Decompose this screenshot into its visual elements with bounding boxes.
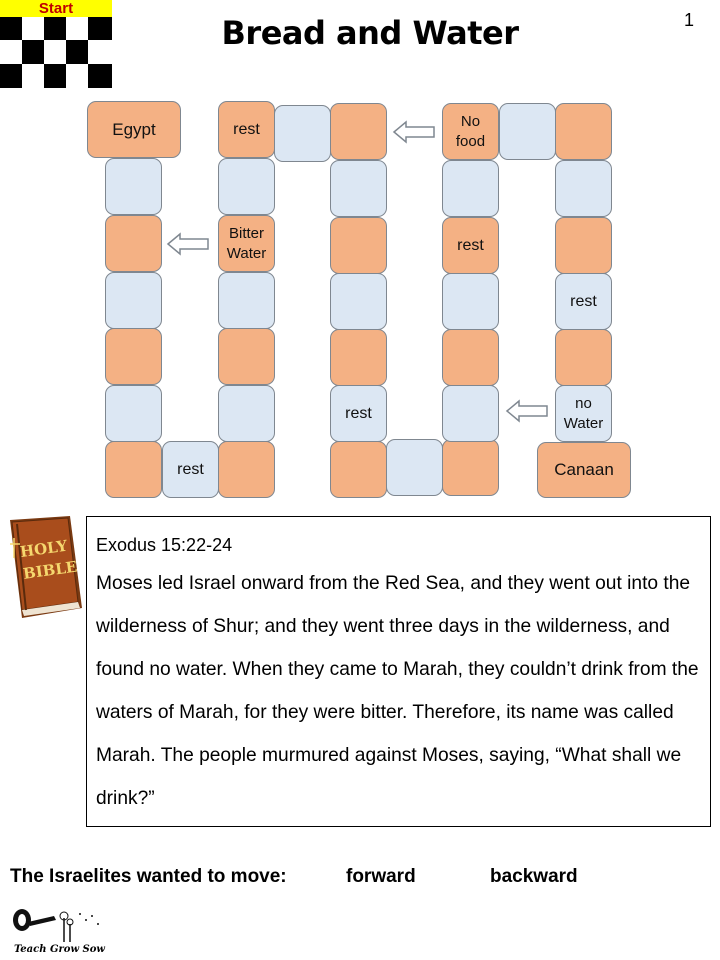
bible-book-icon xyxy=(4,514,84,622)
board-tile xyxy=(330,273,387,330)
scripture-box xyxy=(86,516,711,827)
left-arrow-icon xyxy=(392,120,436,144)
board-tile xyxy=(105,441,162,498)
board-tile xyxy=(218,272,275,329)
board-tile-no-water xyxy=(555,385,612,442)
tile-label: rest xyxy=(233,120,260,138)
board-tile-egypt xyxy=(87,101,181,158)
board-tile xyxy=(442,385,499,442)
board-tile xyxy=(442,329,499,386)
board-tile xyxy=(218,385,275,442)
board-tile-rest xyxy=(442,217,499,274)
board-tile-rest xyxy=(162,441,219,498)
board-tile xyxy=(442,160,499,217)
tile-label: Bitter Water xyxy=(226,224,267,262)
answer-option-forward[interactable]: forward xyxy=(346,866,416,887)
board-tile xyxy=(105,158,162,215)
board-tile xyxy=(442,273,499,330)
board-tile xyxy=(218,328,275,385)
left-arrow-icon xyxy=(505,399,549,423)
tile-label: rest xyxy=(177,460,204,478)
verse-reference: Exodus 15:22-24 xyxy=(96,535,233,555)
board-tile xyxy=(330,160,387,217)
board-tile xyxy=(105,385,162,442)
tile-label: No food xyxy=(455,112,486,150)
tile-label: Egypt xyxy=(112,119,156,139)
board-tile xyxy=(274,105,331,162)
tile-label: rest xyxy=(457,236,484,254)
verse-text: Moses led Israel onward from the Red Sea, and they went out into the wilderness of Shur; and they went three days in the wilderness, and found no water. When they came to Marah, they couldn’t drink from the waters of Marah, for they were bitter. Therefore, its name was called Marah. The people murmured against Moses, saying, “What shall we drink?” xyxy=(96,573,699,809)
board-tile-no-food xyxy=(442,103,499,160)
board-tile-rest xyxy=(218,101,275,158)
tile-label: no Water xyxy=(563,394,604,432)
page-number: 1 xyxy=(684,10,695,30)
tile-label: rest xyxy=(570,292,597,310)
bible-cover-text: BIBLE xyxy=(21,557,79,583)
left-arrow-icon xyxy=(166,232,210,256)
board-tile-canaan xyxy=(537,442,631,498)
board-tile xyxy=(555,160,612,217)
board-tile xyxy=(218,441,275,498)
board-tile xyxy=(499,103,556,160)
page-title: Bread and Water xyxy=(221,14,519,52)
board-tile xyxy=(105,328,162,385)
start-flag xyxy=(0,0,112,88)
bible-cover-text: HOLY xyxy=(18,536,69,562)
board-tile xyxy=(330,217,387,274)
board-tile xyxy=(386,439,443,496)
board-tile xyxy=(218,158,275,215)
board-tile-rest xyxy=(555,273,612,330)
checkered-flag-icon xyxy=(0,17,112,88)
answer-option-backward[interactable]: backward xyxy=(490,866,578,887)
question-prompt: The Israelites wanted to move: xyxy=(10,866,287,887)
board-tile-bitter-water xyxy=(218,215,275,272)
board-tile xyxy=(330,441,387,498)
start-label: Start xyxy=(0,0,112,17)
board-tile xyxy=(555,103,612,160)
board-tile xyxy=(105,272,162,329)
board-tile xyxy=(330,103,387,160)
tile-label: Canaan xyxy=(554,460,614,479)
board-tile-rest xyxy=(330,385,387,442)
board-tile xyxy=(105,215,162,272)
board-tile xyxy=(555,329,612,386)
board-tile xyxy=(330,329,387,386)
board-tile xyxy=(555,217,612,274)
board-tile xyxy=(442,439,499,496)
logo-text: Teach Grow Sow xyxy=(14,944,106,955)
tile-label: rest xyxy=(345,404,372,422)
